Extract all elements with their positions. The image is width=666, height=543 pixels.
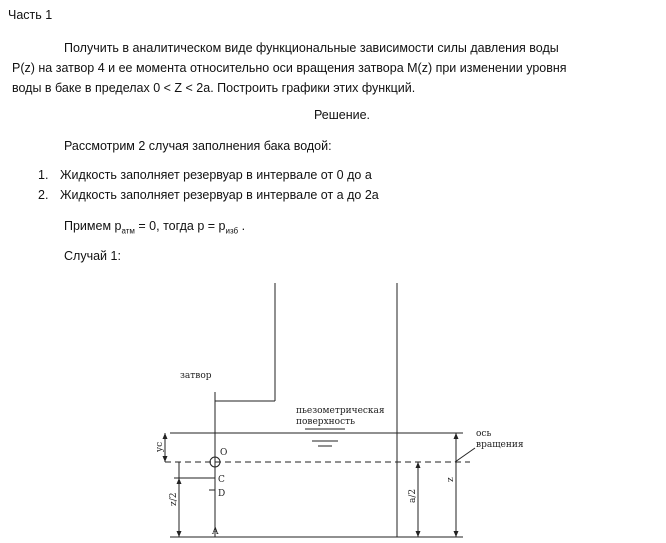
assume-middle: = 0, тогда p = p bbox=[134, 219, 226, 233]
consider-text: Рассмотрим 2 случая заполнения бака водой: bbox=[64, 139, 332, 153]
label-z2: z/2 bbox=[169, 492, 179, 506]
label-point-a: A bbox=[212, 527, 219, 537]
label-point-c: C bbox=[218, 475, 225, 485]
arrowhead bbox=[163, 456, 168, 462]
list-item-number: 2. bbox=[38, 188, 49, 202]
label-point-o: O bbox=[220, 448, 228, 458]
label-z: z bbox=[446, 477, 456, 482]
list-item-text: Жидкость заполняет резервуар в интервале от 0 до a bbox=[60, 168, 372, 182]
label-gate: затвор bbox=[180, 371, 212, 381]
assume-suffix: . bbox=[238, 219, 246, 233]
case1-heading: Случай 1: bbox=[64, 249, 121, 263]
arrowhead bbox=[163, 433, 168, 439]
assume-sub-atm: атм bbox=[121, 226, 135, 236]
arrowhead bbox=[177, 478, 182, 484]
assume-prefix: Примем p bbox=[64, 219, 122, 233]
label-axis-1: ось bbox=[476, 429, 492, 439]
arrowhead bbox=[416, 462, 421, 468]
label-point-d: D bbox=[218, 489, 226, 499]
label-piezo-1: пьезометрическая bbox=[296, 406, 385, 416]
label-yc: yc bbox=[155, 441, 165, 452]
label-piezo-2: поверхность bbox=[296, 417, 355, 427]
arrowhead bbox=[177, 531, 182, 537]
list-item-text: Жидкость заполняет резервуар в интервале от a до 2a bbox=[60, 188, 379, 202]
label-a2: a/2 bbox=[408, 488, 418, 503]
arrowhead bbox=[454, 531, 459, 537]
list-item-number: 1. bbox=[38, 168, 49, 182]
solution-heading: Решение. bbox=[314, 108, 371, 122]
part-heading: Часть 1 bbox=[8, 8, 53, 22]
arrowhead bbox=[416, 531, 421, 537]
task-line-3: воды в баке в пределах 0 < Z < 2a. Построить графики этих функций. bbox=[12, 81, 416, 95]
label-axis-2: вращения bbox=[476, 440, 524, 450]
assume-sub-izb: изб bbox=[225, 226, 239, 236]
axis-leader-line bbox=[455, 448, 475, 462]
task-line-2: P(z) на затвор 4 и ее момента относительно оси вращения затвора M(z) при изменении уровня bbox=[12, 61, 567, 75]
task-line-1: Получить в аналитическом виде функциональные зависимости силы давления воды bbox=[64, 41, 559, 55]
arrowhead bbox=[454, 433, 459, 439]
